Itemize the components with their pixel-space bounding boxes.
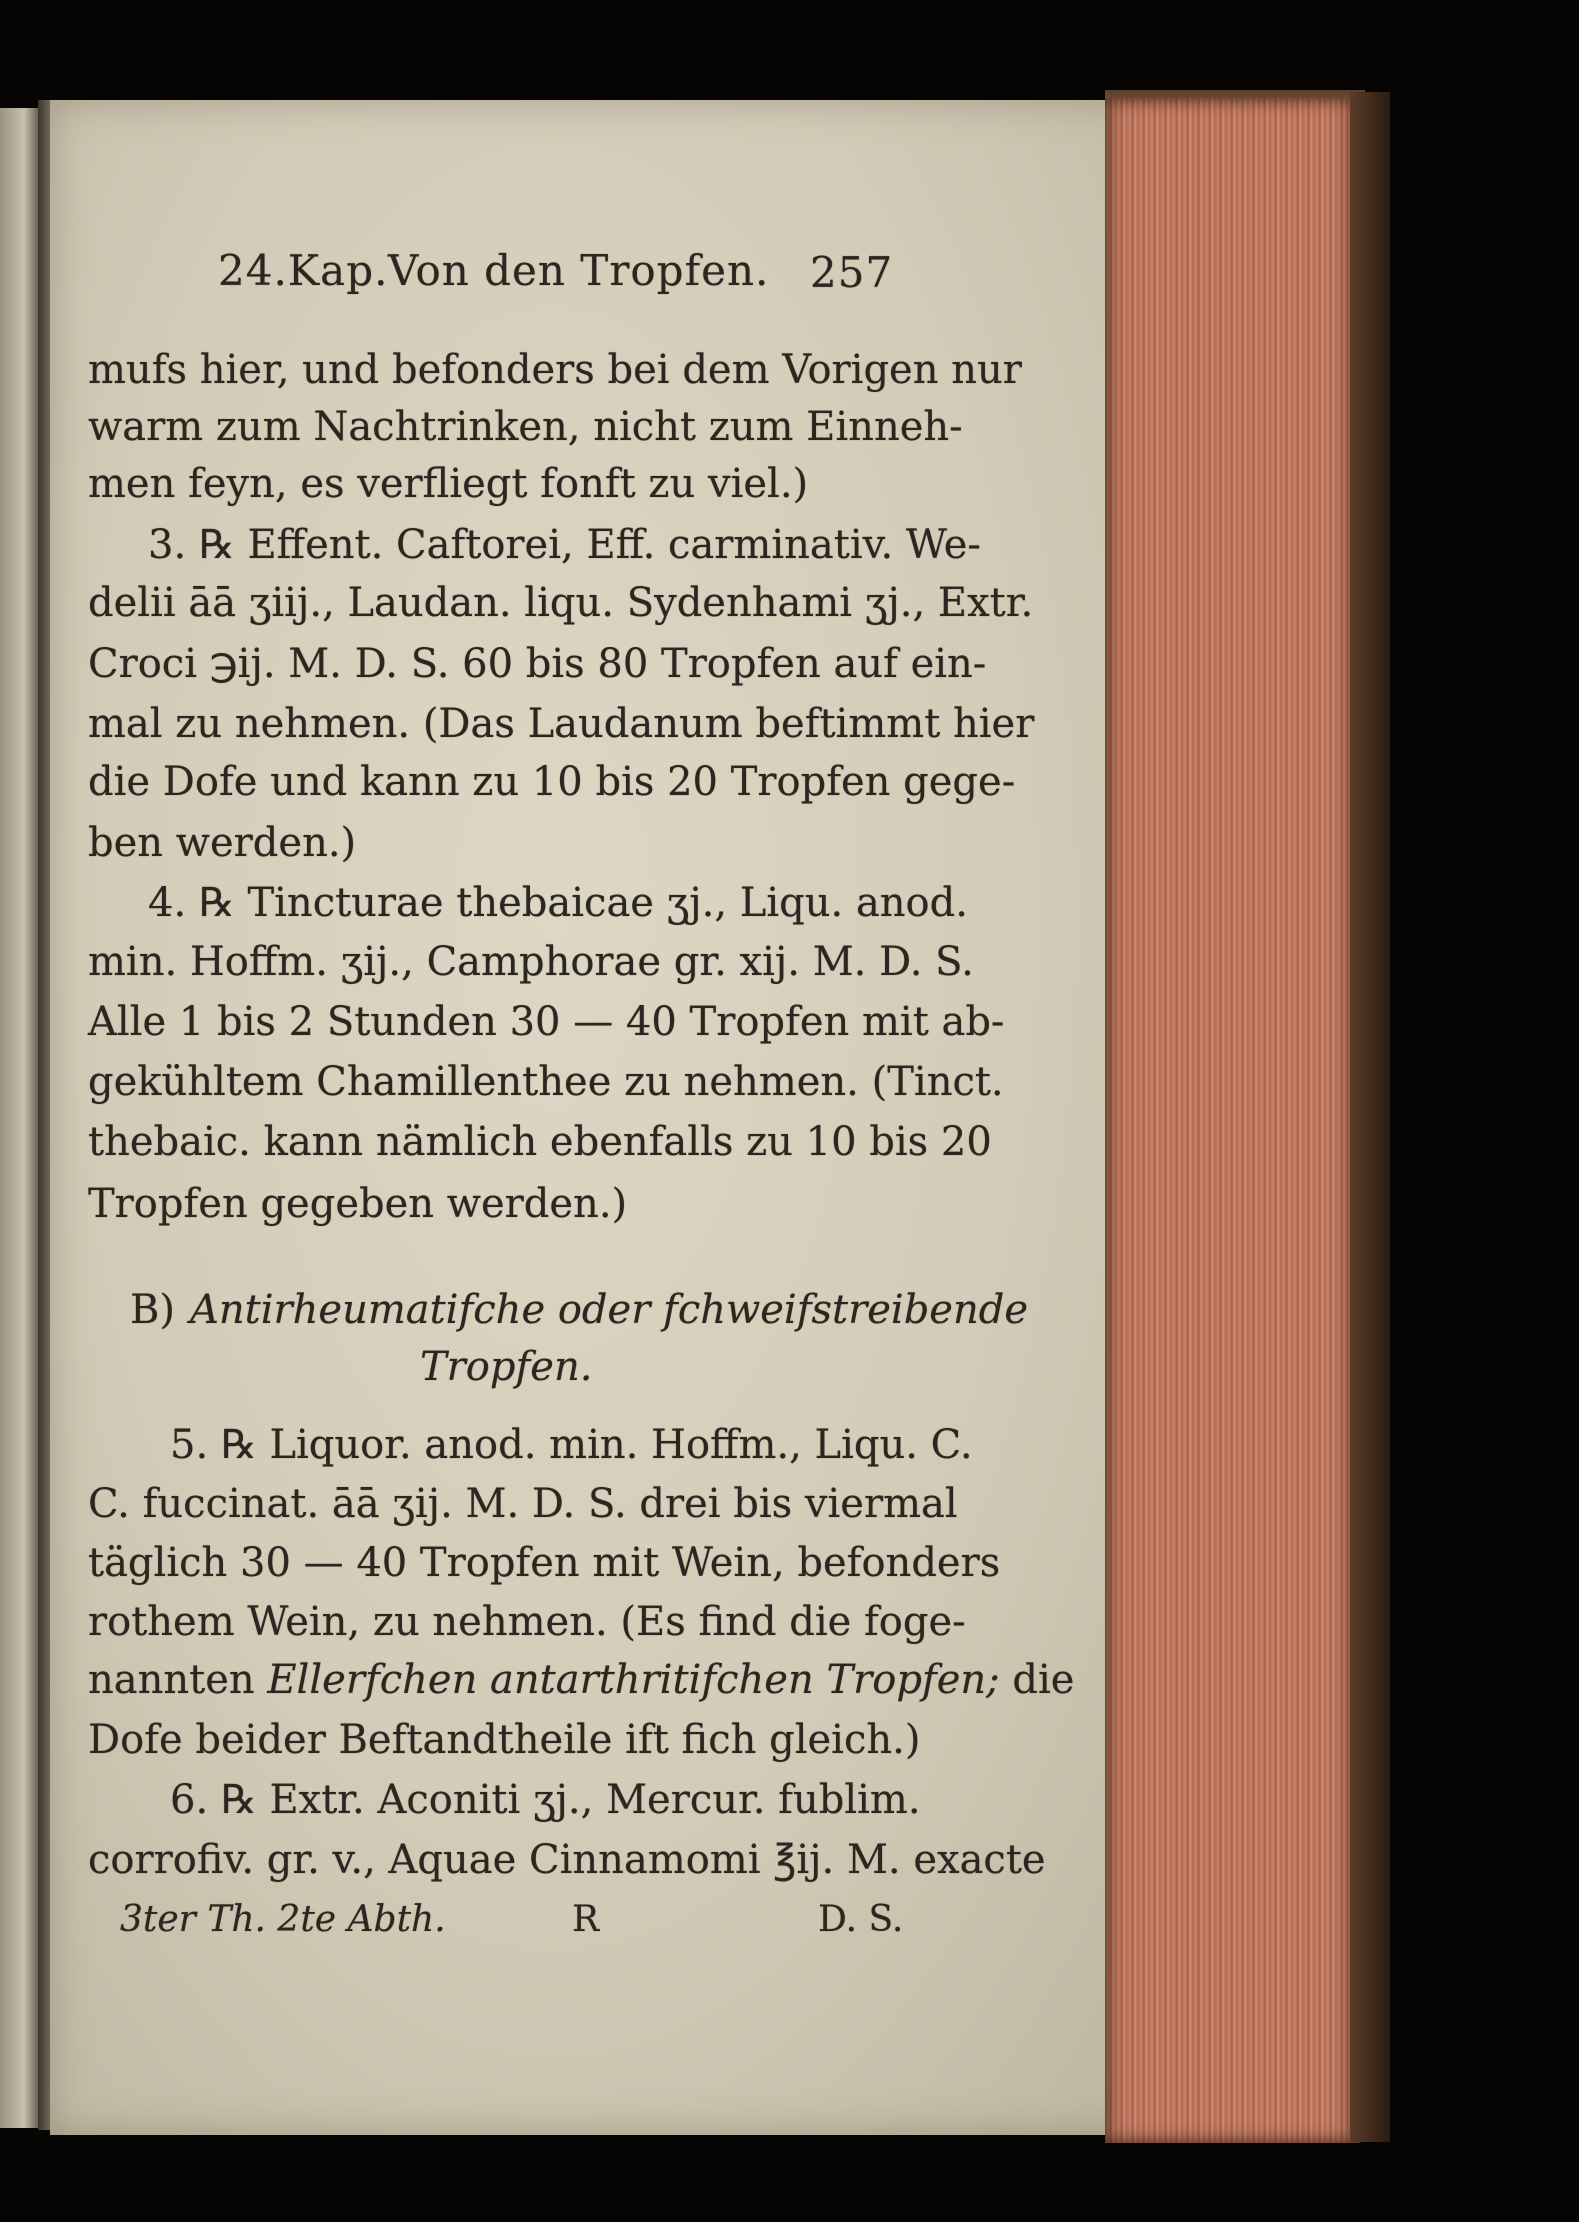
text-line: Tropfen gegeben werden.) <box>88 1181 628 1227</box>
text-line: 3. ℞ Effent. Caftorei, Eff. carminativ. We- <box>148 522 981 568</box>
section-heading-cont: Tropfen. <box>420 1344 593 1390</box>
text-line: warm zum Nachtrinken, nicht zum Einneh- <box>88 404 963 450</box>
running-head-chapter: 24.Kap. <box>218 246 389 295</box>
page-block-edges <box>1105 98 1360 2143</box>
text-line: corrofiv. gr. v., Aquae Cinnamomi ℥ij. M. exacte <box>88 1837 1046 1883</box>
book-cover-edge <box>1350 92 1390 2142</box>
text-line: 4. ℞ Tincturae thebaicae ʒj., Liqu. anod. <box>148 880 968 926</box>
text-line: mufs hier, und befonders bei dem Vorigen nur <box>88 347 1022 393</box>
text-line: 6. ℞ Extr. Aconiti ʒj., Mercur. fublim. <box>170 1777 921 1823</box>
text-line: Alle 1 bis 2 Stunden 30 — 40 Tropfen mit ab- <box>88 999 1005 1045</box>
section-heading: Antirheumatifche oder fchweifstreibende <box>190 1287 1029 1333</box>
text-line: C. fuccinat. āā ʒij. M. D. S. drei bis viermal <box>88 1481 958 1527</box>
text-line: täglich 30 — 40 Tropfen mit Wein, befonders <box>88 1540 1001 1586</box>
text-line: die Dofe und kann zu 10 bis 20 Tropfen gege- <box>88 759 1016 805</box>
text-line: 5. ℞ Liquor. anod. min. Hoffm., Liqu. C. <box>170 1422 973 1468</box>
text-line: Croci ℈ij. M. D. S. 60 bis 80 Tropfen auf ein- <box>88 641 987 687</box>
footer-volume: 3ter Th. 2te Abth. <box>120 1899 446 1940</box>
text-line: min. Hoffm. ʒij., Camphorae gr. xij. M. D. S. <box>88 939 974 985</box>
signature-mark: R <box>572 1899 600 1940</box>
text-line: gekühltem Chamillenthee zu nehmen. (Tinct. <box>88 1059 1004 1105</box>
text-fragment-italic: Ellerfchen antarthritifchen Tropfen; <box>267 1657 1000 1703</box>
text-line: men feyn, es verfliegt fonft zu viel.) <box>88 461 809 507</box>
text-line: ben werden.) <box>88 820 357 866</box>
text-line: thebaic. kann nämlich ebenfalls zu 10 bis 20 <box>88 1119 992 1165</box>
section-label: B) <box>130 1287 175 1333</box>
text-line-ellerschen <box>88 1657 1075 1703</box>
text-fragment: die <box>1012 1657 1075 1703</box>
catchword: D. S. <box>818 1899 904 1940</box>
facing-page-edge <box>0 108 40 2128</box>
text-line: delii āā ʒiij., Laudan. liqu. Sydenhami ʒj., Extr. <box>88 580 1034 626</box>
text-fragment: nannten <box>88 1657 255 1703</box>
text-line: rothem Wein, zu nehmen. (Es find die foge- <box>88 1599 966 1645</box>
text-line: mal zu nehmen. (Das Laudanum beftimmt hier <box>88 701 1035 747</box>
page-number: 257 <box>810 248 894 297</box>
running-head-title: Von den Tropfen. <box>388 246 770 295</box>
text-line: Dofe beider Beftandtheile ift fich gleich.) <box>88 1717 921 1763</box>
